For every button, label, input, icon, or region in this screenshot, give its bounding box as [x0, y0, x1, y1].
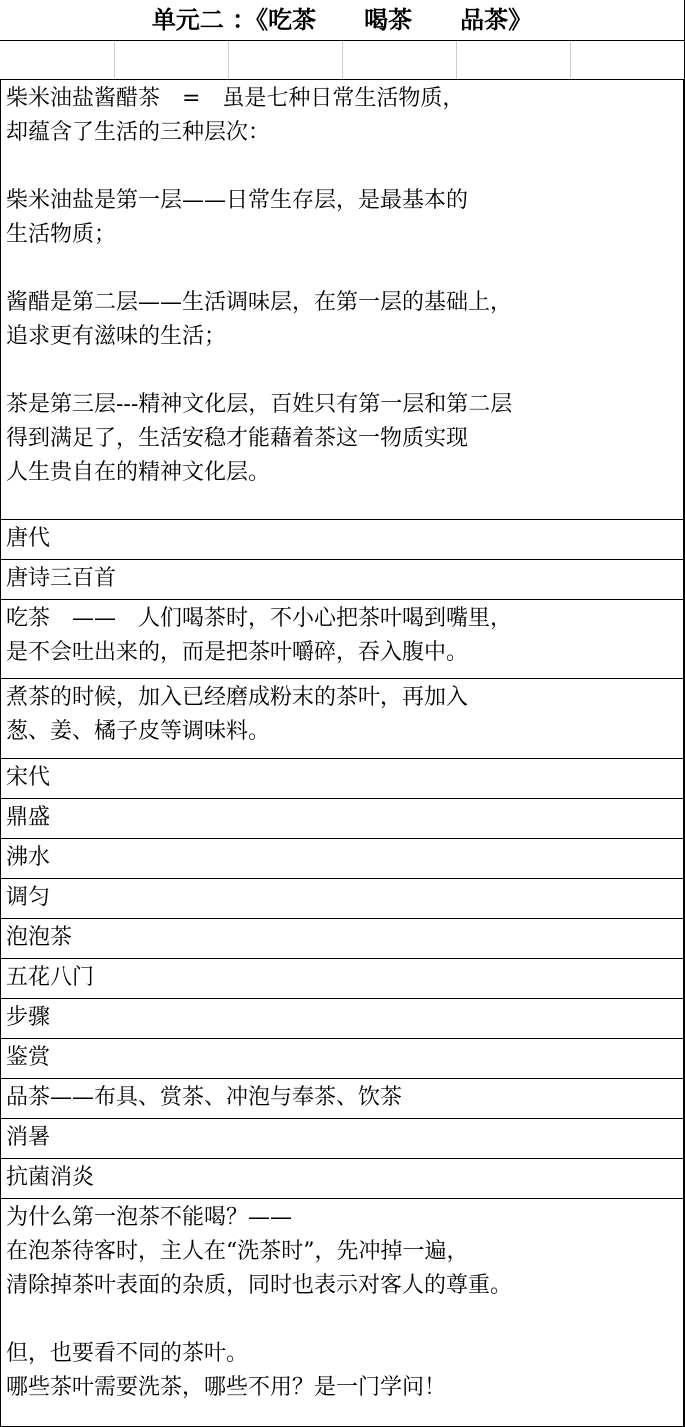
text-cell[interactable]: 调匀 — [0, 879, 684, 919]
text-cell[interactable]: 宋代 — [0, 759, 684, 799]
text-cell[interactable]: 泡泡茶 — [0, 919, 684, 959]
text-cell-closing[interactable]: 为什么第一泡茶不能喝？—— 在泡茶待客时，主人在“洗茶时”，先冲掉一遍， 清除掉茶叶表面的杂质，同时也表示对客人的尊重。 但，也要看不同的茶叶。 哪些茶叶需要洗茶，哪些不用？是一门学问！ — [0, 1199, 684, 1427]
text-cell[interactable]: 鉴赏 — [0, 1039, 684, 1079]
text-cell[interactable]: 唐代 — [0, 520, 684, 560]
text-cell[interactable]: 煮茶的时候，加入已经磨成粉末的茶叶，再加入 葱、姜、橘子皮等调味料。 — [0, 679, 684, 759]
cell-divider — [342, 41, 343, 79]
cell-divider — [570, 41, 571, 79]
text-cell[interactable]: 五花八门 — [0, 959, 684, 999]
text-cell[interactable]: 抗菌消炎 — [0, 1159, 684, 1199]
text-cell[interactable]: 吃茶 —— 人们喝茶时，不小心把茶叶喝到嘴里， 是不会吐出来的，而是把茶叶嚼碎，吞入腹中。 — [0, 600, 684, 679]
cell-divider — [456, 41, 457, 79]
text-cell[interactable]: 品茶——布具、赏茶、冲泡与奉茶、饮茶 — [0, 1079, 684, 1119]
text-cell-intro[interactable]: 柴米油盐酱醋茶 = 虽是七种日常生活物质， 却蕴含了生活的三种层次： 柴米油盐是第一层——日常生存层，是最基本的 生活物质； 酱醋是第二层——生活调味层，在第一层的基础上， 追求更有滋味的生活； 茶是第三层---精神文化层，百姓只有第一层和第二层 得到满足了，生活安稳才能藉着茶这一物质实现 人生贵自在的精神文化层。 — [0, 80, 684, 520]
text-cell[interactable]: 步骤 — [0, 999, 684, 1039]
text-cell[interactable]: 唐诗三百首 — [0, 560, 684, 600]
table-border-left — [0, 80, 1, 1427]
cell-divider — [114, 41, 115, 79]
text-cell[interactable]: 沸水 — [0, 839, 684, 879]
empty-row — [0, 41, 684, 80]
cell-divider — [228, 41, 229, 79]
text-cell[interactable]: 消暑 — [0, 1119, 684, 1159]
page-title: 单元二 ：《吃茶 喝茶 品茶》 — [0, 0, 684, 41]
text-cell[interactable]: 鼎盛 — [0, 799, 684, 839]
